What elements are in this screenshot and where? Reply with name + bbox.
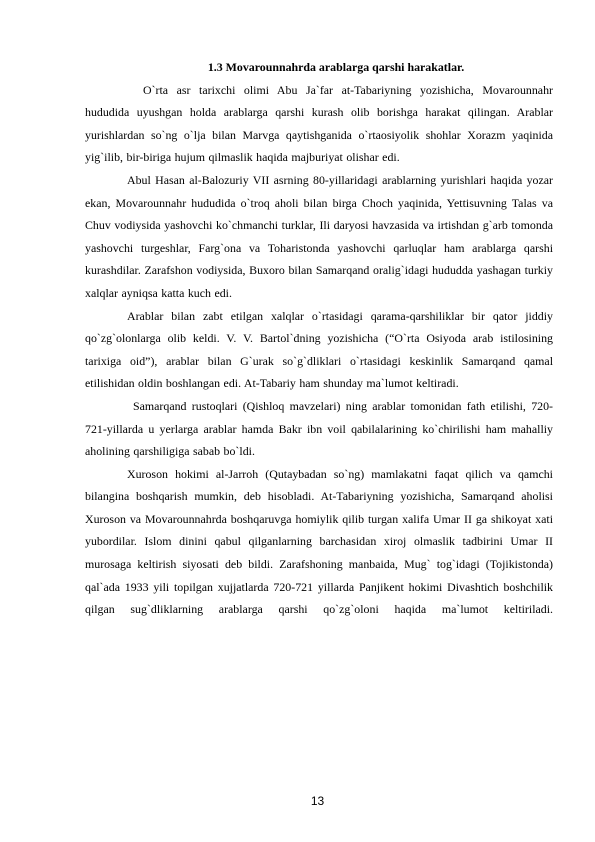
paragraph-3: Arablar bilan zabt etilgan xalqlar o`rtasidagi qarama-qarshiliklar bir qator jiddiy qo`zg`olonlarga olib keldi. V. V. Bartol`dning yozishicha (“O`rta Osiyoda arab istilosining tarixiga oid”), arablar bilan G`urak so`g`dliklari o`rtasidagi keskinlik Samarqand qamal etilishidan oldin boshlangan edi. At-Tabariy ham shunday ma`lumot keltiradi. — [85, 308, 553, 391]
section-title: 1.3 Movarounnahrda arablarga qarshi harakatlar. — [207, 60, 465, 74]
paragraph-1: O`rta asr tarixchi olimi Abu Ja`far at-Tabariyning yozishicha, Movarounnahr hududida uyushgan holda arablarga qarshi kurash olib borishga harakat qilingan. Arablar yurishlardan so`ng o`lja bilan Marvga qaytishganida o`rtaosiyolik shohlar Xorazm yaqinida yig`ilib, bir-biriga hujum qilmaslik haqida majburiyat olishar edi. — [85, 82, 553, 165]
document-body — [85, 56, 553, 621]
page-number: 13 — [310, 794, 325, 808]
paragraph-2: Abul Hasan al-Balozuriy VII asrning 80-yillaridagi arablarning yurishlari haqida yozar ekan, Movarounnahr hududida o`troq aholi bilan birga Choch yaqinida, Yettisuvning Talas va Chuv vodiysida yashovchi ko`chmanchi turklar, Ili daryosi havzasida va irtishdan g`arb tomonda yashovchi turgeshlar, Farg`ona va Toharistonda yashovchi qarluqlar ham arablarga qarshi kurashdilar. Zarafshon vodiysida, Buxoro bilan Samarqand oralig`idagi hududda yashagan turkiy xalqlar ayniqsa katta kuch edi. — [85, 172, 553, 300]
paragraph-5: Xuroson hokimi al-Jarroh (Qutaybadan so`ng) mamlakatni faqat qilich va qamchi bilangina boshqarish mumkin, deb hisobladi. At-Tabariyning yozishicha, Samarqand aholisi Xuroson va Movarounnahrda boshqaruvga homiylik qilib turgan xalifa Umar II ga shikoyat xati yubordilar. Islom dinini qabul qilganlarning barchasidan xiroj olmaslik tadbirini Umar II murosaga keltirish siyosati deb bildi. Zarafshoning manbaida, Mug` tog`idagi (Tojikistonda) qal`ada 1933 yili topilgan xujjatlarda 720-721 yillarda Panjikent hokimi Divashtich boshchilik qilgan sug`dliklarning arablarga qarshi qo`zg`oloni haqida ma`lumot keltiriladi. — [85, 466, 553, 617]
paragraph-4: Samarqand rustoqlari (Qishloq mavzelari) ning arablar tomonidan fath etilishi, 720-721-yillarda u yerlarga arablar hamda Bakr ibn voil qabilalarining ko`chirilishi ham mahalliy aholining qarshiligiga sabab bo`ldi. — [85, 398, 553, 459]
